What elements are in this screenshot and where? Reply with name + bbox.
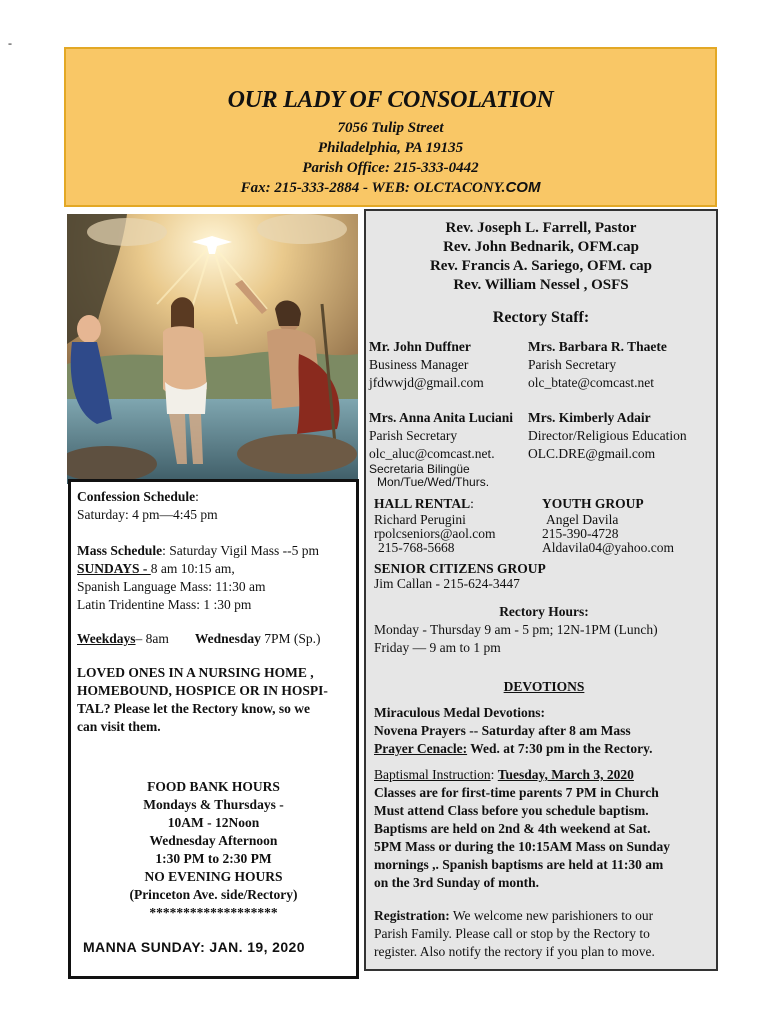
baptism-colon: :: [490, 767, 498, 782]
baptism-line: mornings ,. Spanish baptisms are held at 11:30 am: [374, 857, 664, 872]
baptism-line: 5PM Mass or during the 10:15AM Mass on Sunday: [374, 839, 671, 854]
hall-rental-phone: 215-768-5668: [378, 540, 455, 555]
parish-header: [64, 47, 717, 207]
devotions-heading: DEVOTIONS: [503, 679, 585, 694]
staff-email[interactable]: OLC.DRE@gmail.com: [528, 446, 656, 461]
staff-thaete: [528, 338, 667, 392]
mass-sundays: [77, 560, 321, 578]
rectory-hours-weekday: Monday - Thursday 9 am - 5 pm; 12N-1PM (Lunch): [374, 622, 658, 637]
mass-vigil-text: : Saturday Vigil Mass --5 pm: [162, 543, 319, 558]
staff-note-days: Mon/Tue/Wed/Thurs.: [377, 475, 490, 489]
weekdays-time: – 8am: [135, 631, 169, 646]
baptism-label: Baptismal Instruction: [374, 767, 491, 782]
clergy-member: Rev. William Nessel , OSFS: [453, 277, 629, 293]
confession-schedule: [77, 488, 218, 524]
staff-note-bilingual: Secretaria Bilingüe: [369, 462, 470, 476]
staff-name: Mrs. Barbara R. Thaete: [528, 339, 667, 354]
sundays-label: SUNDAYS -: [77, 561, 151, 576]
clergy-member: Rev. Francis A. Sariego, OFM. cap: [429, 258, 653, 274]
hall-rental-colon: :: [470, 496, 474, 511]
wednesday-label: Wednesday: [194, 631, 261, 646]
food-bank-line: Mondays & Thursdays -: [143, 797, 284, 812]
food-bank-line: 10AM - 12Noon: [167, 815, 260, 830]
confession-label: Confession Schedule: [77, 489, 196, 504]
rectory-hours-friday: Friday — 9 am to 1 pm: [374, 640, 501, 655]
staff-email[interactable]: olc_aluc@comcast.net.: [369, 446, 495, 461]
food-bank-line: 1:30 PM to 2:30 PM: [155, 851, 272, 866]
staff-email[interactable]: jfdwwjd@gmail.com: [369, 375, 484, 390]
youth-group-contact: Angel Davila: [546, 512, 619, 527]
parish-city: Philadelphia, PA 19135: [317, 140, 464, 156]
hall-rental-title: HALL RENTAL: [374, 496, 471, 511]
registration-label: Registration:: [374, 908, 450, 923]
youth-group-heading: YOUTH GROUP: [542, 496, 644, 511]
baptism-date: Tuesday, March 3, 2020: [497, 767, 634, 782]
mass-vigil: [77, 542, 321, 560]
prayer-cenacle-label: Prayer Cenacle:: [374, 741, 468, 756]
loved-ones-line: HOMEBOUND, HOSPICE OR IN HOSPI-: [77, 683, 328, 698]
food-bank-line: FOOD BANK HOURS: [147, 779, 280, 794]
food-bank-line: NO EVENING HOURS: [144, 869, 283, 884]
registration-line: register. Also notify the rectory if you plan to move.: [374, 944, 655, 959]
staff-luciani: [369, 409, 513, 489]
hall-rental-heading: [374, 495, 496, 513]
senior-citizens-contact: Jim Callan - 215-624-3447: [374, 576, 520, 591]
parish-address: 7056 Tulip Street: [337, 120, 444, 136]
loved-ones-notice: [77, 664, 328, 736]
devotions: [374, 678, 714, 758]
baptism-line: Baptisms are held on 2nd & 4th weekend at Sat.: [374, 821, 651, 836]
food-bank-line: (Princeton Ave. side/Rectory): [129, 887, 298, 902]
staff-email[interactable]: olc_btate@comcast.net: [528, 375, 655, 390]
registration-line: Parish Family. Please call or stop by the Rectory to: [374, 926, 650, 941]
baptism-of-christ-image: [67, 214, 358, 484]
senior-citizens-heading: SENIOR CITIZENS GROUP: [374, 561, 546, 576]
page-mark: -: [8, 36, 12, 50]
confession-colon: :: [195, 489, 199, 504]
weekdays-label: Weekdays: [77, 631, 136, 646]
baptism-line: Classes are for first-time parents 7 PM in Church: [374, 785, 659, 800]
manna-sunday: MANNA SUNDAY: JAN. 19, 2020: [83, 939, 305, 955]
hall-rental-contact: Richard Perugini: [374, 512, 466, 527]
hall-rental: [374, 495, 496, 555]
rectory-staff-heading: Rectory Staff:: [492, 309, 590, 326]
baptism-line: Must attend Class before you schedule baptism.: [374, 803, 649, 818]
confession-heading: [77, 488, 218, 506]
wednesday-time: 7PM (Sp.): [260, 631, 321, 646]
web-suffix: COM: [505, 179, 541, 196]
food-bank-line: Wednesday Afternoon: [149, 833, 278, 848]
loved-ones-line: LOVED ONES IN A NURSING HOME ,: [77, 665, 314, 680]
parish-title: OUR LADY OF CONSOLATION: [227, 87, 554, 113]
registration-text: We welcome new parishioners to our: [449, 908, 654, 923]
youth-group-phone: 215-390-4728: [542, 526, 619, 541]
miraculous-medal: Miraculous Medal Devotions:: [374, 705, 545, 720]
parish-info-panel: [364, 209, 718, 971]
mass-spanish: Spanish Language Mass: 11:30 am: [77, 579, 266, 594]
registration: [374, 907, 714, 961]
food-bank-stars: *******************: [149, 905, 278, 920]
staff-duffner: [369, 338, 484, 392]
staff-role: Parish Secretary: [528, 357, 617, 372]
baptism-heading: [374, 766, 714, 784]
baptismal-instruction: [374, 766, 714, 892]
rectory-hours-heading: Rectory Hours:: [499, 604, 589, 619]
staff-name: Mr. John Duffner: [369, 339, 471, 354]
rectory-hours: [374, 603, 714, 657]
confession-saturday: Saturday: 4 pm—4:45 pm: [77, 507, 218, 522]
loved-ones-line: TAL? Please let the Rectory know, so we: [77, 701, 310, 716]
mass-schedule-label: Mass Schedule: [77, 543, 163, 558]
hall-rental-email[interactable]: rpolcseniors@aol.com: [374, 526, 496, 541]
clergy-pastor: Rev. Joseph L. Farrell, Pastor: [445, 220, 637, 236]
senior-citizens: [374, 561, 546, 591]
staff-name: Mrs. Kimberly Adair: [528, 410, 651, 425]
staff-role: Parish Secretary: [369, 428, 458, 443]
staff-role: Director/Religious Education: [528, 428, 687, 443]
prayer-cenacle: [374, 740, 714, 758]
parish-fax-web: [66, 178, 715, 198]
mass-weekdays: [77, 630, 321, 648]
registration-line: [374, 907, 714, 925]
youth-group-email[interactable]: Aldavila04@yahoo.com: [542, 540, 675, 555]
staff-name: Mrs. Anna Anita Luciani: [369, 410, 514, 425]
loved-ones-line: can visit them.: [77, 719, 161, 734]
staff-adair: [528, 409, 687, 463]
fax-web-text: Fax: 215-333-2884 - WEB: OLCTACONY.: [240, 180, 506, 196]
schedule-panel: [68, 479, 359, 979]
parish-office-phone: Parish Office: 215-333-0442: [302, 160, 479, 176]
novena-prayers: Novena Prayers -- Saturday after 8 am Mass: [374, 723, 631, 738]
mass-latin: Latin Tridentine Mass: 1 :30 pm: [77, 597, 252, 612]
sundays-times: 8 am 10:15 am,: [150, 561, 235, 576]
baptism-line: on the 3rd Sunday of month.: [374, 875, 540, 890]
mass-schedule: [77, 542, 321, 648]
prayer-cenacle-time: Wed. at 7:30 pm in the Rectory.: [467, 741, 653, 756]
youth-group: [542, 495, 674, 555]
clergy-list: [366, 219, 716, 295]
clergy-member: Rev. John Bednarik, OFM.cap: [443, 239, 639, 255]
food-bank-hours: [71, 778, 356, 922]
staff-role: Business Manager: [369, 357, 469, 372]
